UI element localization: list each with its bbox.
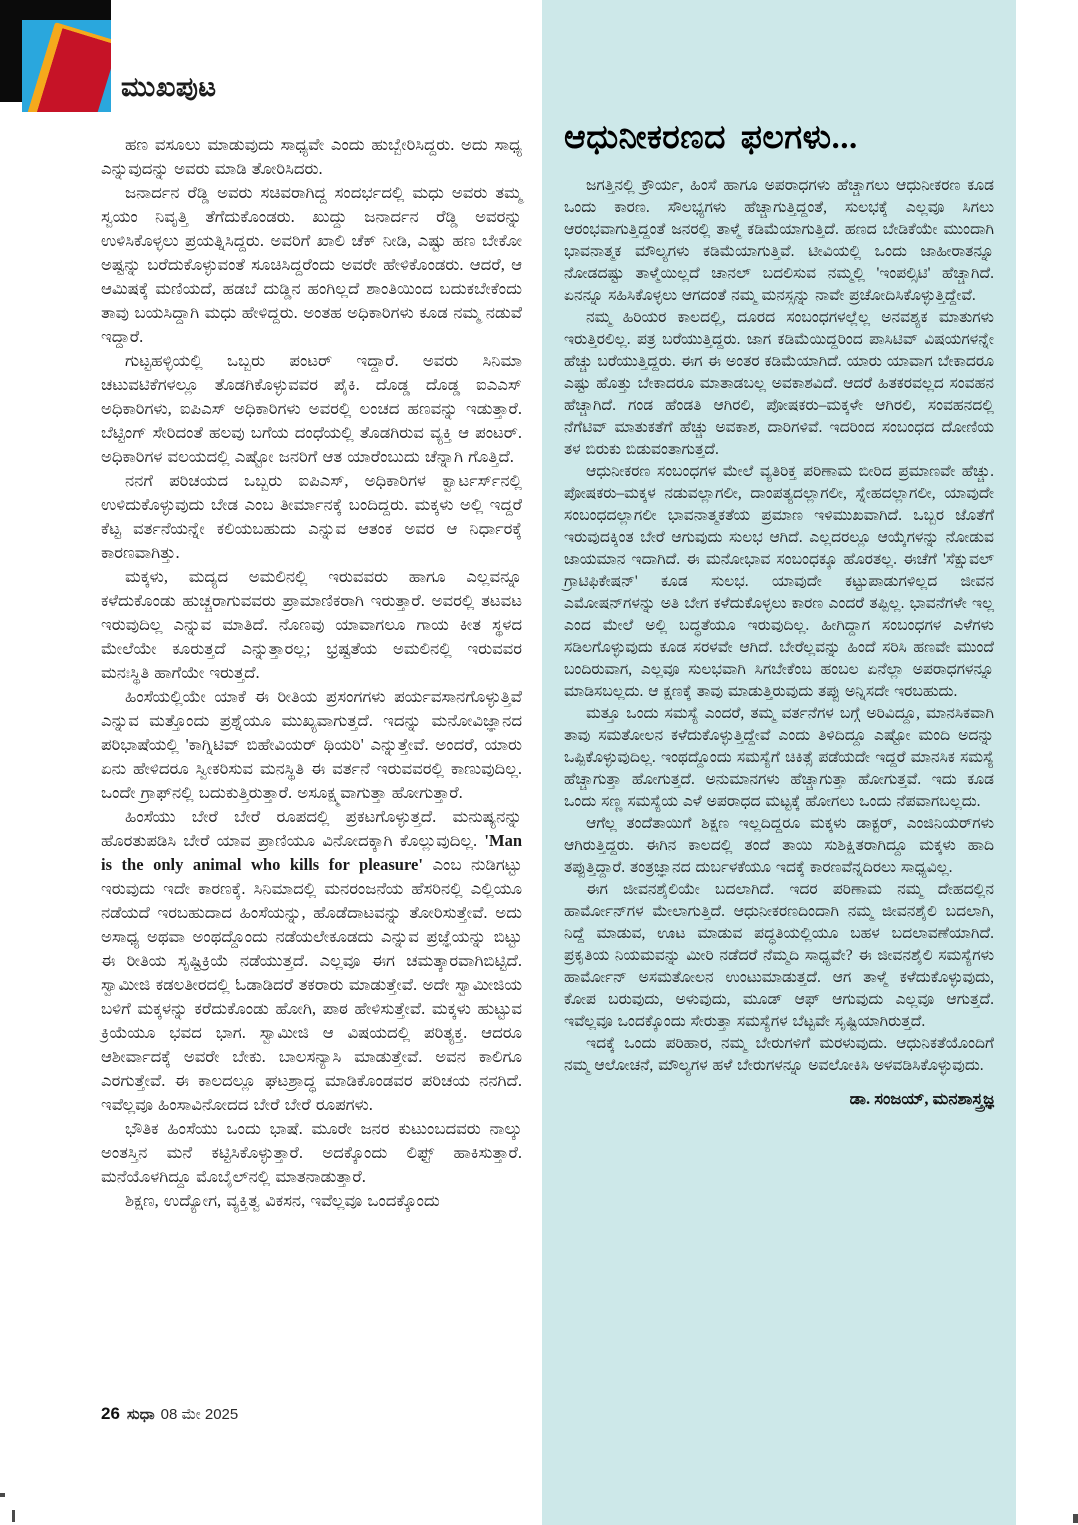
body-paragraph: ಗುಟ್ಟಹಳ್ಳಿಯಲ್ಲಿ ಒಬ್ಬರು ಪಂಟರ್ ಇದ್ದಾರೆ. ಅವರು ಸಿನಿಮಾ ಚಟುವಟಿಕೆಗಳಲ್ಲೂ ತೊಡಗಿಕೊಳ್ಳುವವರ ಪೈಕಿ. ದೊಡ್ಡ ದೊಡ್ಡ ಐಎಎಸ್ ಅಧಿಕಾರಿಗಳು, ಐಪಿಎಸ್ ಅಧಿಕಾರಿಗಳು ಅವರಲ್ಲಿ ಲಂಚದ ಹಣವನ್ನು ಇಡುತ್ತಾರೆ. ಬೆಟ್ಟಿಂಗ್ ಸೇರಿದಂತೆ ಹಲವು ಬಗೆಯ ದಂಧೆಯಲ್ಲಿ ತೊಡಗಿರುವ ವ್ಯಕ್ತಿ ಆ ಪಂಟರ್. ಅಧಿಕಾರಿಗಳ ವಲಯದಲ್ಲಿ ಎಷ್ಟೋ ಜನರಿಗೆ ಆತ ಯಾರೆಂಬುದು ಚೆನ್ನಾಗಿ ಗೊತ್ತಿದೆ. [101, 351, 522, 466]
section-title: ಮುಖಪುಟ [121, 72, 217, 102]
byline: ಡಾ. ಸಂಜಯ್, ಮನಶಾಸ್ತ್ರಜ್ಞ [849, 1089, 994, 1108]
print-mark [12, 1510, 15, 1522]
body-paragraph: ಜನಾರ್ದನ ರೆಡ್ಡಿ ಅವರು ಸಚಿವರಾಗಿದ್ದ ಸಂದರ್ಭದಲ್ಲಿ ಮಧು ಅವರು ತಮ್ಮ ಸ್ವಯಂ ನಿವೃತ್ತಿ ತೆಗೆದುಕೊಂಡರು. ಖುದ್ದು ಜನಾರ್ದನ ರೆಡ್ಡಿ ಅವರನ್ನು ಉಳಿಸಿಕೊಳ್ಳಲು ಪ್ರಯತ್ನಿಸಿದ್ದರು. ಅವರಿಗೆ ಖಾಲಿ ಚೆಕ್ ನೀಡಿ, ಎಷ್ಟು ಹಣ ಬೇಕೋ ಅಷ್ಟನ್ನು ಬರೆದುಕೊಳ್ಳುವಂತೆ ಸೂಚಿಸಿದ್ದರೆಂದು ಅವರೇ ಹೇಳಿಕೊಂಡರು. ಆದರೆ, ಆ ಆಮಿಷಕ್ಕೆ ಮಣಿಯದೆ, ಹಡಬೆ ದುಡ್ಡಿನ ಹಂಗಿಲ್ಲದೆ ಶಾಂತಿಯಿಂದ ಬದುಕಬೇಕೆಂದು ತಾವು ಬಯಸಿದ್ದಾಗಿ ಮಧು ಹೇಳಿದ್ದರು. ಅಂತಹ ಅಧಿಕಾರಿಗಳು ಕೂಡ ನಮ್ಮ ನಡುವೆ ಇದ್ದಾರೆ. [101, 183, 522, 346]
panel-paragraph: ನಮ್ಮ ಹಿರಿಯರ ಕಾಲದಲ್ಲಿ, ದೂರದ ಸಂಬಂಧಗಳಲ್ಲೆಲ್ಲ ಅನವಶ್ಯಕ ಮಾತುಗಳು ಇರುತ್ತಿರಲಿಲ್ಲ. ಪತ್ರ ಬರೆಯುತ್ತಿದ್ದರು. ಜಾಗ ಕಡಿಮೆಯಿದ್ದರಿಂದ ಪಾಸಿಟಿವ್ ವಿಷಯಗಳನ್ನೇ ಹೆಚ್ಚು ಬರೆಯುತ್ತಿದ್ದರು. ಈಗ ಈ ಅಂತರ ಕಡಿಮೆಯಾಗಿದೆ. ಯಾರು ಯಾವಾಗ ಬೇಕಾದರೂ ಎಷ್ಟು ಹೊತ್ತು ಬೇಕಾದರೂ ಮಾತಾಡಬಲ್ಲ ಅವಕಾಶವಿದೆ. ಆದರೆ ಹಿತಕರವಲ್ಲದ ಸಂವಹನ ಹೆಚ್ಚಾಗಿದೆ. ಗಂಡ ಹೆಂಡತಿ ಆಗಿರಲಿ, ಪೋಷಕರು–ಮಕ್ಕಳೇ ಆಗಿರಲಿ, ಸಂವಹನದಲ್ಲಿ ನೆಗೆಟಿವ್ ಮಾತುಕತೆಗೆ ಹೆಚ್ಚು ಅವಕಾಶ, ದಾರಿಗಳಿವೆ. ಇದರಿಂದ ಸಂಬಂಧದ ದೋಣಿಯ ತಳ ಬಿರುಕು ಬಿಡುವಂತಾಗುತ್ತದೆ. [564, 309, 994, 458]
body-paragraph-with-quote [101, 805, 522, 1117]
print-mark [1073, 1514, 1078, 1523]
panel-paragraph: ಮತ್ತೂ ಒಂದು ಸಮಸ್ಯೆ ಎಂದರೆ, ತಮ್ಮ ವರ್ತನೆಗಳ ಬಗ್ಗೆ ಅರಿವಿದ್ದೂ, ಮಾನಸಿಕವಾಗಿ ತಾವು ಸಮತೋಲನ ಕಳೆದುಕೊಳ್ಳುತ್ತಿದ್ದೇವೆ ಎಂದು ತಿಳಿದಿದ್ದೂ ಎಷ್ಟೋ ಮಂದಿ ಅದನ್ನು ಒಪ್ಪಿಕೊಳ್ಳುವುದಿಲ್ಲ. ಇಂಥದ್ದೊಂದು ಸಮಸ್ಯೆಗೆ ಚಿಕಿತ್ಸೆ ಪಡೆಯದೇ ಇದ್ದರೆ ಮಾನಸಿಕ ಸಮಸ್ಯೆ ಹೆಚ್ಚಾಗುತ್ತಾ ಹೋಗುತ್ತದೆ. ಅನುಮಾನಗಳು ಹೆಚ್ಚಾಗುತ್ತಾ ಹೋಗುತ್ತವೆ. ಇದು ಕೂಡ ಒಂದು ಸಣ್ಣ ಸಮಸ್ಯೆಯ ಎಳೆ ಅಪರಾಧದ ಮಟ್ಟಕ್ಕೆ ಹೋಗಲು ಒಂದು ನೆಪವಾಗಬಲ್ಲದು. [564, 705, 994, 810]
panel-paragraph: ಜಗತ್ತಿನಲ್ಲಿ ಕ್ರೌರ್ಯ, ಹಿಂಸೆ ಹಾಗೂ ಅಪರಾಧಗಳು ಹೆಚ್ಚಾಗಲು ಆಧುನೀಕರಣ ಕೂಡ ಒಂದು ಕಾರಣ. ಸೌಲಭ್ಯಗಳು ಹೆಚ್ಚಾಗುತ್ತಿದ್ದಂತೆ, ಸುಲಭಕ್ಕೆ ಎಲ್ಲವೂ ಸಿಗಲು ಆರಂಭವಾಗುತ್ತಿದ್ದಂತೆ ಜನರಲ್ಲಿ ತಾಳ್ಮೆ ಕಡಿಮೆಯಾಗುತ್ತಿದೆ. ಹಣದ ಬೇಡಿಕೆಯೇ ಮುಂದಾಗಿ ಭಾವನಾತ್ಮಕ ಮೌಲ್ಯಗಳು ಕಡಿಮೆಯಾಗುತ್ತಿವೆ. ಟೀವಿಯಲ್ಲಿ ಒಂದು ಜಾಹೀರಾತನ್ನೂ ನೋಡದಷ್ಟು ತಾಳ್ಮೆಯಿಲ್ಲದೆ ಚಾನಲ್ ಬದಲಿಸುವ ನಮ್ಮಲ್ಲಿ 'ಇಂಪಲ್ಸಿಟಿ' ಹೆಚ್ಚಾಗಿದೆ. ಏನನ್ನೂ ಸಹಿಸಿಕೊಳ್ಳಲು ಆಗದಂತೆ ನಮ್ಮ ಮನಸ್ಸನ್ನು ನಾವೇ ಪ್ರಚೋದಿಸಿಕೊಳ್ಳುತ್ತಿದ್ದೇವೆ. [564, 177, 994, 304]
body-paragraph: ಹಿಂಸೆಯಲ್ಲಿಯೇ ಯಾಕೆ ಈ ರೀತಿಯ ಪ್ರಸಂಗಗಳು ಪರ್ಯವಸಾನಗೊಳ್ಳುತ್ತಿವೆ ಎನ್ನುವ ಮತ್ತೊಂದು ಪ್ರಶ್ನೆಯೂ ಮುಖ್ಯವಾಗುತ್ತದೆ. ಇದನ್ನು ಮನೋವಿಜ್ಞಾನದ ಪರಿಭಾಷೆಯಲ್ಲಿ 'ಕಾಗ್ನಿಟಿವ್ ಬಿಹೇವಿಯರ್ ಥಿಯರಿ' ಎನ್ನುತ್ತೇವೆ. ಅಂದರೆ, ಯಾರು ಏನು ಹೇಳಿದರೂ ಸ್ವೀಕರಿಸುವ ಮನಸ್ಥಿತಿ ಈ ವರ್ತನೆ ಇರುವವರಲ್ಲಿ ಕಾಣುವುದಿಲ್ಲ. ಒಂದೇ ಗ್ರಾಫ್‌ನಲ್ಲಿ ಬದುಕುತ್ತಿರುತ್ತಾರೆ. ಅಸೂಕ್ಷ್ಮವಾಗುತ್ತಾ ಹೋಗುತ್ತಾರೆ. [101, 687, 522, 802]
body-paragraph: ಮಕ್ಕಳು, ಮದ್ಯದ ಅಮಲಿನಲ್ಲಿ ಇರುವವರು ಹಾಗೂ ಎಲ್ಲವನ್ನೂ ಕಳೆದುಕೊಂಡು ಹುಚ್ಚರಾಗುವವರು ಪ್ರಾಮಾಣಿಕರಾಗಿ ಇರುತ್ತಾರೆ. ಅವರಲ್ಲಿ ತಟವಟ ಇರುವುದಿಲ್ಲ ಎನ್ನುವ ಮಾತಿದೆ. ನೊಣವು ಯಾವಾಗಲೂ ಗಾಯ ಕೀತ ಸ್ಥಳದ ಮೇಲೆಯೇ ಕೂರುತ್ತದೆ ಎನ್ನುತ್ತಾರಲ್ಲ; ಭ್ರಷ್ಟತೆಯ ಅಮಲಿನಲ್ಲಿ ಇರುವವರ ಮನಃಸ್ಥಿತಿ ಹಾಗೆಯೇ ಇರುತ್ತದೆ. [101, 567, 522, 682]
right-column [564, 120, 994, 1109]
left-column [101, 133, 522, 1213]
panel-paragraph: ಈಗ ಜೀವನಶೈಲಿಯೇ ಬದಲಾಗಿದೆ. ಇದರ ಪರಿಣಾಮ ನಮ್ಮ ದೇಹದಲ್ಲಿನ ಹಾರ್ಮೋನ್‌ಗಳ ಮೇಲಾಗುತ್ತಿದೆ. ಆಧುನೀಕರಣದಿಂದಾಗಿ ನಮ್ಮ ಜೀವನಶೈಲಿ ಬದಲಾಗಿ, ನಿದ್ದೆ ಮಾಡುವ, ಊಟ ಮಾಡುವ ಪದ್ಧತಿಯಲ್ಲಿಯೂ ಬಹಳ ಬದಲಾವಣೆಯಾಗಿದೆ. ಪ್ರಕೃತಿಯ ನಿಯಮವನ್ನು ಮೀರಿ ನಡೆದರೆ ನೆಮ್ಮದಿ ಸಾಧ್ಯವೇ? ಈ ಜೀವನಶೈಲಿ ಸಮಸ್ಯೆಗಳು ಹಾರ್ಮೋನ್ ಅಸಮತೋಲನ ಉಂಟುಮಾಡುತ್ತದೆ. ಆಗ ತಾಳ್ಮೆ ಕಳೆದುಕೊಳ್ಳುವುದು, ಕೋಪ ಬರುವುದು, ಅಳುವುದು, ಮೂಡ್ ಆಫ್ ಆಗುವುದು ಎಲ್ಲವೂ ಆಗುತ್ತದೆ. ಇವೆಲ್ಲವೂ ಒಂದಕ್ಕೊಂದು ಸೇರುತ್ತಾ ಸಮಸ್ಯೆಗಳ ಬೆಟ್ಟವೇ ಸೃಷ್ಟಿಯಾಗಿರುತ್ತದೆ. [564, 881, 994, 1030]
print-mark [0, 1493, 5, 1497]
magazine-name: ಸುಧಾ [126, 1406, 155, 1423]
body-paragraph: ನನಗೆ ಪರಿಚಯದ ಒಬ್ಬರು ಐಪಿಎಸ್, ಅಧಿಕಾರಿಗಳ ಕ್ವಾರ್ಟರ್ಸ್‌ನಲ್ಲಿ ಉಳಿದುಕೊಳ್ಳುವುದು ಬೇಡ ಎಂಬ ತೀರ್ಮಾನಕ್ಕೆ ಬಂದಿದ್ದರು. ಮಕ್ಕಳು ಅಲ್ಲಿ ಇದ್ದರೆ ಕೆಟ್ಟ ವರ್ತನೆಯನ್ನೇ ಕಲಿಯಬಹುದು ಎನ್ನುವ ಆತಂಕ ಅವರ ಆ ನಿರ್ಧಾರಕ್ಕೆ ಕಾರಣವಾಗಿತ್ತು. [101, 471, 522, 562]
quote-context-after: ಎಂಬ ನುಡಿಗಟ್ಟು ಇರುವುದು ಇದೇ ಕಾರಣಕ್ಕೆ. ಸಿನಿಮಾದಲ್ಲಿ ಮನರಂಜನೆಯ ಹೆಸರಿನಲ್ಲಿ ಎಲ್ಲಿಯೂ ನಡೆಯದೆ ಇರಬಹುದಾದ ಹಿಂಸೆಯನ್ನು, ಹೊಡೆದಾಟವನ್ನು ತೋರಿಸುತ್ತೇವೆ. ಅದು ಅಸಾಧ್ಯ ಅಥವಾ ಅಂಥದ್ದೊಂದು ನಡೆಯಲೇಕೂಡದು ಎನ್ನುವ ಪ್ರಜ್ಞೆಯನ್ನು ಬಿಟ್ಟು ಈ ರೀತಿಯ ಸೃಷ್ಟಿಕ್ರಿಯೆ ನಡೆಯುತ್ತದೆ. ಎಲ್ಲವೂ ಈಗ ಚಮತ್ಕಾರವಾಗಿಬಿಟ್ಟಿದೆ. ಸ್ವಾಮೀಜಿ ಕಡಲತೀರದಲ್ಲಿ ಓಡಾಡಿದರೆ ತಕರಾರು ಮಾಡುತ್ತೇವೆ. ಅದೇ ಸ್ವಾಮೀಜಿಯ ಬಳಿಗೆ ಮಕ್ಕಳನ್ನು ಕರೆದುಕೊಂಡು ಹೋಗಿ, ಪಾಠ ಹೇಳಿಸುತ್ತೇವೆ. ಮಕ್ಕಳು ಹುಟ್ಟುವ ಕ್ರಿಯೆಯೂ ಭವದ ಭಾಗ. ಸ್ವಾಮೀಜಿ ಆ ವಿಷಯದಲ್ಲಿ ಪರಿತ್ಯಕ್ತ. ಆದರೂ ಆಶೀರ್ವಾದಕ್ಕೆ ಅವರೇ ಬೇಕು. ಬಾಲಸನ್ಯಾಸಿ ಮಾಡುತ್ತೇವೆ. ಅವನ ಕಾಲಿಗೂ ಎರಗುತ್ತೇವೆ. ಈ ಕಾಲದಲ್ಲೂ ಘಟಶ್ರಾದ್ಧ ಮಾಡಿಕೊಂಡವರ ಪರಿಚಯ ನನಗಿದೆ. ಇವೆಲ್ಲವೂ ಹಿಂಸಾವಿನೋದದ ಬೇರೆ ಬೇರೆ ರೂಪಗಳು. [101, 855, 522, 1114]
logo-book-icon [22, 20, 111, 112]
magazine-logo [0, 0, 111, 102]
body-paragraph: ಶಿಕ್ಷಣ, ಉದ್ಯೋಗ, ವ್ಯಕ್ತಿತ್ವ ವಿಕಸನ, ಇವೆಲ್ಲವೂ ಒಂದಕ್ಕೊಂದು [125, 1191, 440, 1210]
english-quote: 'Man is the only animal who kills for pleasure' [101, 831, 522, 874]
article-title: ಆಧುನೀಕರಣದ ಫಲಗಳು... [564, 120, 858, 156]
panel-paragraph: ಆಗೆಲ್ಲ ತಂದೆತಾಯಿಗೆ ಶಿಕ್ಷಣ ಇಲ್ಲದಿದ್ದರೂ ಮಕ್ಕಳು ಡಾಕ್ಟರ್, ಎಂಜಿನಿಯರ್‌ಗಳು ಆಗಿರುತ್ತಿದ್ದರು. ಈಗಿನ ಕಾಲದಲ್ಲಿ ತಂದೆ ತಾಯಿ ಸುಶಿಕ್ಷಿತರಾಗಿದ್ದೂ ಮಕ್ಕಳು ಹಾದಿ ತಪ್ಪುತ್ತಿದ್ದಾರೆ. ತಂತ್ರಜ್ಞಾನದ ದುರ್ಬಳಕೆಯೂ ಇದಕ್ಕೆ ಕಾರಣವೆನ್ನದಿರಲು ಸಾಧ್ಯವಿಲ್ಲ. [564, 815, 994, 876]
panel-paragraph: ಆಧುನೀಕರಣ ಸಂಬಂಧಗಳ ಮೇಲೆ ವ್ಯತಿರಿಕ್ತ ಪರಿಣಾಮ ಬೀರಿದ ಪ್ರಮಾಣವೇ ಹೆಚ್ಚು. ಪೋಷಕರು–ಮಕ್ಕಳ ನಡುವಲ್ಲಾಗಲೀ, ದಾಂಪತ್ಯದಲ್ಲಾಗಲೀ, ಸ್ನೇಹದಲ್ಲಾಗಲೀ, ಯಾವುದೇ ಸಂಬಂಧದಲ್ಲಾಗಲೀ ಭಾವನಾತ್ಮಕತೆಯ ಪ್ರಮಾಣ ಇಳಿಮುಖವಾಗಿದೆ. ಒಬ್ಬರ ಜೊತೆಗೆ ಇರುವುದಕ್ಕಿಂತ ಬೇರೆ ಆಗುವುದು ಸುಲಭ ಆಗಿದೆ. ಎಲ್ಲದರಲ್ಲೂ ಆಯ್ಕೆಗಳನ್ನು ನೋಡುವ ಜಾಯಮಾನ ಇದಾಗಿದೆ. ಈ ಮನೋಭಾವ ಸಂಬಂಧಕ್ಕೂ ಹೊರತಲ್ಲ. ಈಚೆಗೆ 'ಸೆಕ್ಷುವಲ್ ಗ್ರಾಟಿಫಿಕೇಷನ್' ಕೂಡ ಸುಲಭ. ಯಾವುದೇ ಕಟ್ಟುಪಾಡುಗಳಿಲ್ಲದ ಜೀವನ ಎಮೋಷನ್‌ಗಳನ್ನು ಅತಿ ಬೇಗ ಕಳೆದುಕೊಳ್ಳಲು ಕಾರಣ ಎಂದರೆ ತಪ್ಪಿಲ್ಲ. ಭಾವನೆಗಳೇ ಇಲ್ಲ ಎಂದ ಮೇಲೆ ಅಲ್ಲಿ ಬದ್ಧತೆಯೂ ಇರುವುದಿಲ್ಲ. ಹೀಗಿದ್ದಾಗ ಸಂಬಂಧಗಳ ಎಳೆಗಳು ಸಡಿಲಗೊಳ್ಳುವುದು ಕೂಡ ಸರಳವೇ ಆಗಿದೆ. ಬೇರೆಲ್ಲವನ್ನು ಹಿಂದೆ ಸರಿಸಿ ಹಣವೇ ಮುಂದೆ ಬಂದಿರುವಾಗ, ಎಲ್ಲವೂ ಸುಲಭವಾಗಿ ಸಿಗಬೇಕೆಂಬ ಹಂಬಲ ಏನೆಲ್ಲಾ ಅಪರಾಧಗಳನ್ನೂ ಮಾಡಿಸಬಲ್ಲದು. ಆ ಕ್ಷಣಕ್ಕೆ ತಾವು ಮಾಡುತ್ತಿರುವುದು ತಪ್ಪು ಅನ್ನಿಸದೇ ಇರಬಹುದು. [564, 463, 994, 700]
book-shape [26, 22, 111, 112]
panel-paragraph: ಇದಕ್ಕೆ ಒಂದು ಪರಿಹಾರ, ನಮ್ಮ ಬೇರುಗಳಿಗೆ ಮರಳುವುದು. ಆಧುನಿಕತೆಯೊಂದಿಗೆ ನಮ್ಮ ಆಲೋಚನೆ, ಮೌಲ್ಯಗಳ ಹಳೆ ಬೇರುಗಳನ್ನೂ ಅವಲೋಕಿಸಿ ಅಳವಡಿಸಿಕೊಳ್ಳುವುದು. [564, 1035, 994, 1074]
quote-context-before: ಹಿಂಸೆಯು ಬೇರೆ ಬೇರೆ ರೂಪದಲ್ಲಿ ಪ್ರಕಟಗೊಳ್ಳುತ್ತದೆ. ಮನುಷ್ಯನನ್ನು ಹೊರತುಪಡಿಸಿ ಬೇರೆ ಯಾವ ಪ್ರಾಣಿಯೂ ವಿನೋದಕ್ಕಾಗಿ ಕೊಲ್ಲುವುದಿಲ್ಲ. [101, 807, 522, 850]
page-number: 26 [101, 1404, 120, 1423]
page-footer [101, 1404, 238, 1424]
body-paragraph: ಹಣ ವಸೂಲು ಮಾಡುವುದು ಸಾಧ್ಯವೇ ಎಂದು ಹುಬ್ಬೇರಿಸಿದ್ದರು. ಅದು ಸಾಧ್ಯ ಎನ್ನುವುದನ್ನು ಅವರು ಮಾಡಿ ತೋರಿಸಿದರು. [101, 135, 522, 178]
body-paragraph: ಭೌತಿಕ ಹಿಂಸೆಯು ಒಂದು ಭಾಷೆ. ಮೂರೇ ಜನರ ಕುಟುಂಬದವರು ನಾಲ್ಕು ಅಂತಸ್ತಿನ ಮನೆ ಕಟ್ಟಿಸಿಕೊಳ್ಳುತ್ತಾರೆ. ಅದಕ್ಕೊಂದು ಲಿಫ್ಟ್ ಹಾಕಿಸುತ್ತಾರೆ. ಮನೆಯೊಳಗಿದ್ದೂ ಮೊಬೈಲ್‌ನಲ್ಲಿ ಮಾತನಾಡುತ್ತಾರೆ. [101, 1119, 522, 1186]
issue-date: 08 ಮೇ 2025 [160, 1406, 239, 1423]
